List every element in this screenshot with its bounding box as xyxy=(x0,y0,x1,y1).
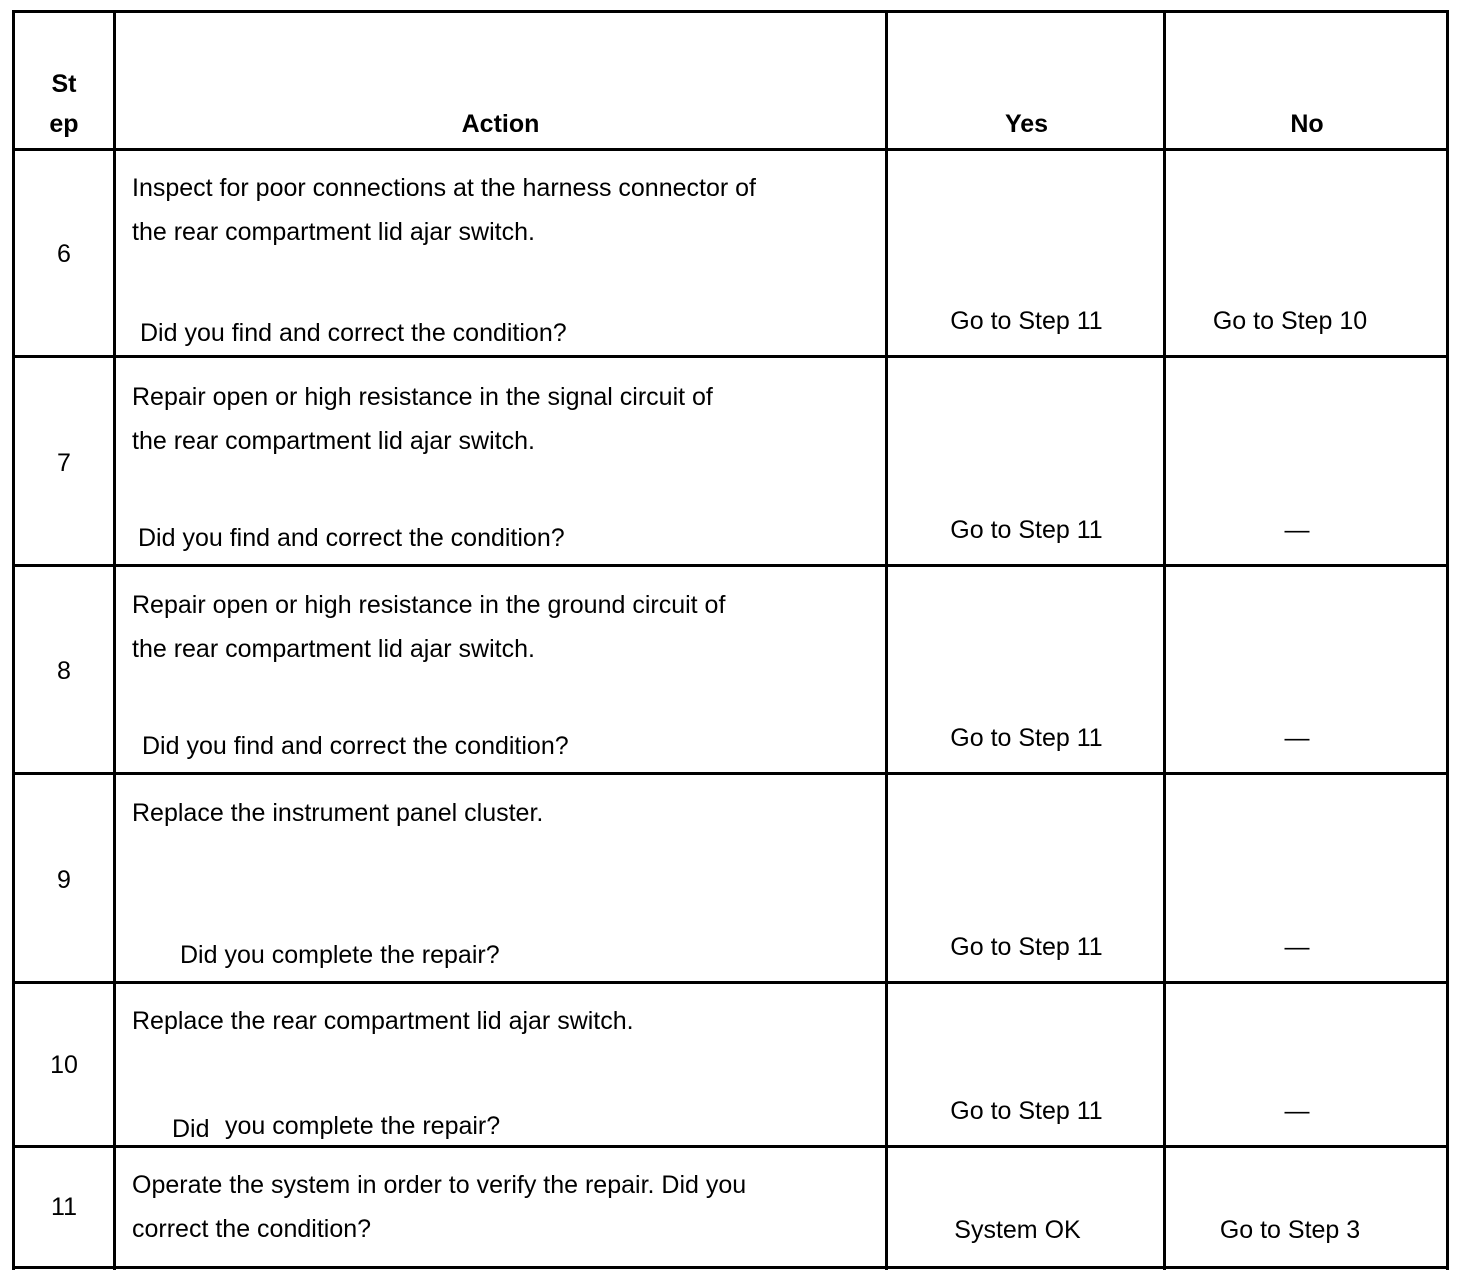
table-border-left xyxy=(12,10,15,1270)
action-text: the rear compartment lid ajar switch. xyxy=(132,427,535,455)
header-no: No xyxy=(1290,110,1324,138)
step-number: 6 xyxy=(57,240,71,268)
row-divider xyxy=(12,564,1449,567)
yes-result: Go to Step 11 xyxy=(950,307,1103,335)
column-divider xyxy=(885,10,888,1270)
action-question: Did xyxy=(172,1115,210,1143)
step-number: 8 xyxy=(57,657,71,685)
action-text: Operate the system in order to verify the repair. Did you xyxy=(132,1171,747,1199)
action-text: Inspect for poor connections at the harness connector of xyxy=(132,174,756,202)
column-divider xyxy=(1163,10,1166,1270)
yes-result: System OK xyxy=(954,1216,1081,1244)
action-text: the rear compartment lid ajar switch. xyxy=(132,218,535,246)
header-yes: Yes xyxy=(1004,110,1049,138)
action-text: Replace the rear compartment lid ajar switch. xyxy=(132,1007,634,1035)
yes-result: Go to Step 11 xyxy=(950,516,1103,544)
yes-result: Go to Step 11 xyxy=(950,1097,1103,1125)
no-result: — xyxy=(1284,1097,1310,1125)
action-text: Repair open or high resistance in the ground circuit of xyxy=(132,591,726,619)
step-number: 7 xyxy=(57,449,71,477)
header-step xyxy=(15,64,113,144)
action-text: correct the condition? xyxy=(132,1215,372,1243)
header-action: Action xyxy=(461,110,540,138)
row-divider xyxy=(12,772,1449,775)
action-question: Did you find and correct the condition? xyxy=(138,524,565,552)
step-number: 11 xyxy=(51,1193,77,1221)
header-divider xyxy=(12,148,1449,151)
action-text: the rear compartment lid ajar switch. xyxy=(132,635,535,663)
yes-result: Go to Step 11 xyxy=(950,933,1103,961)
action-question: Did you find and correct the condition? xyxy=(140,319,567,347)
no-result: — xyxy=(1284,516,1310,544)
header-step-line2: ep xyxy=(49,110,79,138)
column-divider xyxy=(113,10,116,1270)
yes-result: Go to Step 11 xyxy=(950,724,1103,752)
table-border-top xyxy=(12,10,1449,13)
action-question: Did you complete the repair? xyxy=(180,941,500,969)
action-text: Replace the instrument panel cluster. xyxy=(132,799,544,827)
no-result: — xyxy=(1284,933,1310,961)
header-step-line1: St xyxy=(51,70,77,98)
step-number: 10 xyxy=(50,1051,78,1079)
row-divider xyxy=(12,981,1449,984)
no-result: Go to Step 10 xyxy=(1212,307,1368,335)
row-divider xyxy=(12,355,1449,358)
action-question: you complete the repair? xyxy=(225,1112,501,1140)
no-result: — xyxy=(1284,724,1310,752)
action-text: Repair open or high resistance in the signal circuit of xyxy=(132,383,713,411)
step-number: 9 xyxy=(57,866,71,894)
no-result: Go to Step 3 xyxy=(1219,1216,1361,1244)
table-border-right xyxy=(1446,10,1449,1270)
table-border-bottom xyxy=(12,1266,1449,1269)
action-question: Did you find and correct the condition? xyxy=(142,732,569,760)
